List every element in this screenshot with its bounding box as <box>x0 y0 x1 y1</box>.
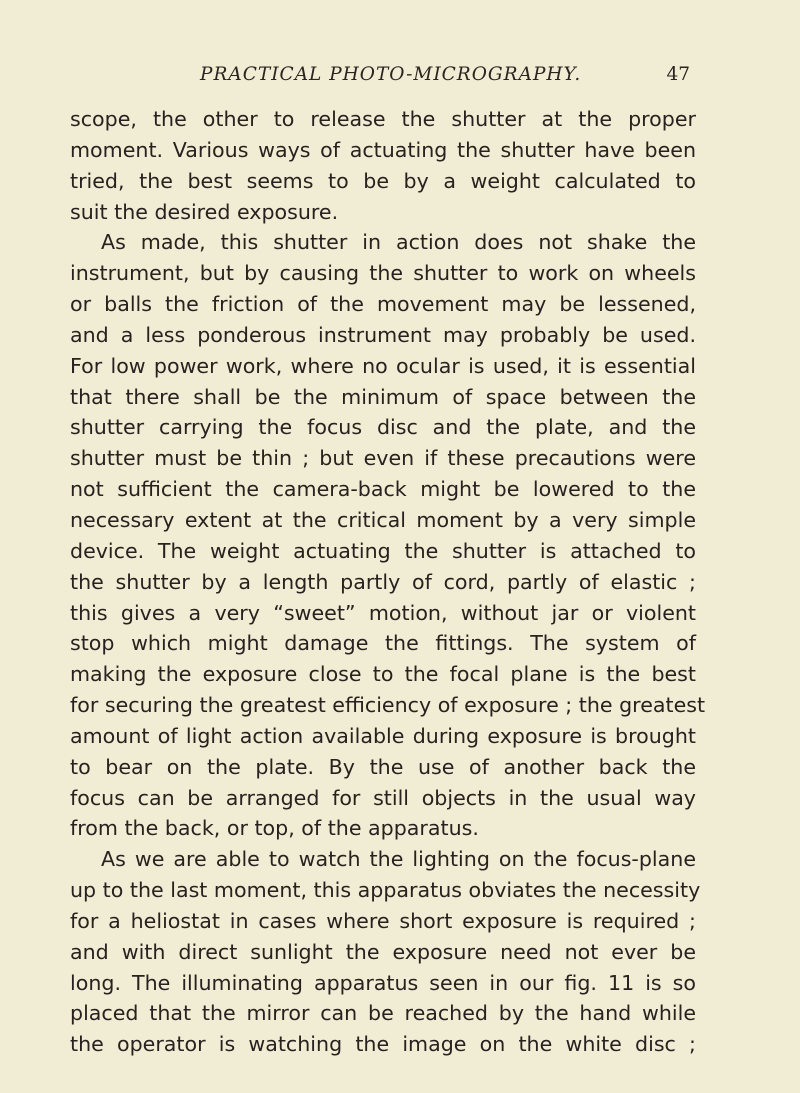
text-line: As made, this shutter in action does not shake the <box>101 230 696 255</box>
text-line: placed that the mirror can be reached by the hand while <box>70 1001 696 1026</box>
text-line: from the back, or top, of the apparatus. <box>70 816 479 841</box>
text-line: scope, the other to release the shutter at the proper <box>70 107 696 131</box>
page-header <box>200 64 700 94</box>
text-line: stop which might damage the fittings. The system of <box>70 631 696 656</box>
paragraph <box>70 844 701 1060</box>
text-line: suit the desired exposure. <box>70 199 339 224</box>
text-line: for securing the greatest efficiency of exposure ; the greatest <box>70 693 706 718</box>
paragraph <box>70 104 696 227</box>
running-head: PRACTICAL PHOTO-MICROGRAPHY. <box>200 64 582 85</box>
body-text <box>70 104 706 1060</box>
text-line: that there shall be the minimum of space between the <box>70 384 696 409</box>
text-line: making the exposure close to the focal plane is the best <box>70 662 696 687</box>
text-line: to bear on the plate. By the use of another back the <box>70 754 696 779</box>
text-line: amount of light action available during exposure is brought <box>70 723 696 748</box>
text-line: tried, the best seems to be by a weight calculated to <box>70 168 696 193</box>
text-line: the shutter by a length partly of cord, partly of elastic ; <box>70 569 696 594</box>
paragraph <box>70 227 706 844</box>
text-line: shutter must be thin ; but even if these precautions were <box>70 446 696 471</box>
text-line: up to the last moment, this apparatus obviates the necessity <box>70 878 701 903</box>
text-line: the operator is watching the image on the white disc ; <box>70 1032 696 1057</box>
text-line: or balls the friction of the movement may be lessened, <box>70 292 696 317</box>
text-line: and a less ponderous instrument may probably be used. <box>70 322 696 347</box>
text-line: this gives a very “sweet” motion, without jar or violent <box>70 600 696 625</box>
text-line: For low power work, where no ocular is used, it is essential <box>70 353 696 378</box>
text-line: shutter carrying the focus disc and the plate, and the <box>70 415 696 440</box>
page-number: 47 <box>666 64 690 85</box>
text-line: instrument, but by causing the shutter to work on wheels <box>70 261 696 286</box>
text-line: necessary extent at the critical moment by a very simple <box>70 507 696 532</box>
text-line: moment. Various ways of actuating the shutter have been <box>70 137 696 162</box>
text-line: not sufficient the camera-back might be lowered to the <box>70 477 696 502</box>
text-line: device. The weight actuating the shutter is attached to <box>70 538 696 563</box>
text-line: focus can be arranged for still objects in the usual way <box>70 785 696 810</box>
text-line: As we are able to watch the lighting on the focus-plane <box>101 847 696 872</box>
text-line: for a heliostat in cases where short exposure is required ; <box>70 908 696 933</box>
text-line: and with direct sunlight the exposure need not ever be <box>70 939 696 964</box>
text-line: long. The illuminating apparatus seen in our fig. 11 is so <box>70 970 696 995</box>
